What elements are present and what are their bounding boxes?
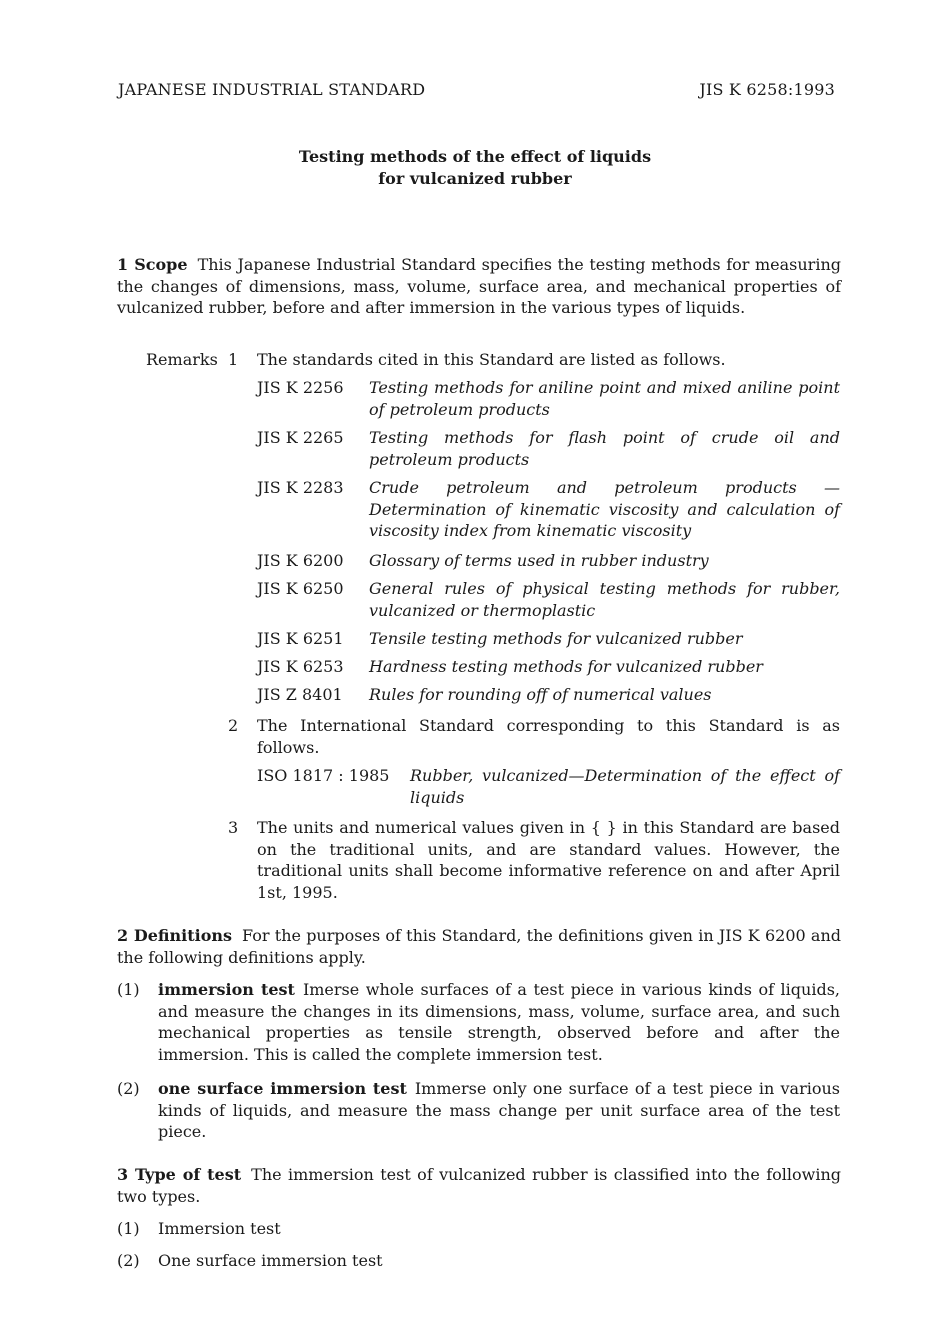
ref-title: Hardness testing methods for vulcanized rubber bbox=[369, 657, 763, 676]
ref-code: JIS K 6200 bbox=[257, 551, 344, 570]
remark-number-2: 2 bbox=[228, 716, 239, 735]
definition-term-2: one surface immersion test bbox=[158, 1079, 407, 1098]
ref-code: JIS K 6251 bbox=[257, 629, 344, 648]
type-of-test-heading: 3 Type of test bbox=[117, 1165, 242, 1184]
scope-heading: 1 Scope bbox=[117, 255, 188, 274]
header-standard-number: JIS K 6258:1993 bbox=[699, 80, 835, 99]
remark-text-3: The units and numerical values given in { } in this Standard are based on the traditional units, and are standard values. However, the traditional units shall become informative reference on and after April 1st, 1995. bbox=[257, 818, 840, 902]
iso-code: ISO 1817 : 1985 bbox=[257, 766, 390, 785]
definition-number-2: (2) bbox=[117, 1079, 140, 1098]
title-line-1: Testing methods of the effect of liquids bbox=[298, 147, 652, 166]
ref-code: JIS Z 8401 bbox=[257, 685, 343, 704]
remark-text-2: The International Standard corresponding to this Standard is as follows. bbox=[257, 716, 840, 757]
ref-code: JIS K 2256 bbox=[257, 378, 344, 397]
definition-item-2 bbox=[158, 1078, 840, 1143]
ref-code: JIS K 6250 bbox=[257, 579, 344, 598]
ref-title: Testing methods for flash point of crude oil and petroleum products bbox=[369, 428, 840, 469]
header-standard-name: JAPANESE INDUSTRIAL STANDARD bbox=[118, 80, 426, 99]
test-type-1: Immersion test bbox=[158, 1219, 281, 1238]
ref-title: Testing methods for aniline point and mixed aniline point of petroleum products bbox=[369, 378, 840, 419]
definition-text-1: Imerse whole surfaces of a test piece in various kinds of liquids, and measure the changes in its dimensions, mass, volume, surface area, and such mechanical properties as tensile strength, observed before and after the immersion. This is called the complete immersion test. bbox=[158, 980, 840, 1064]
definition-number-1: (1) bbox=[117, 980, 140, 999]
remark-number-3: 3 bbox=[228, 818, 239, 837]
definition-item-1 bbox=[158, 979, 840, 1065]
title-line-2: for vulcanized rubber bbox=[378, 169, 572, 188]
ref-code: JIS K 2265 bbox=[257, 428, 344, 447]
ref-title: General rules of physical testing methods for rubber, vulcanized or thermoplastic bbox=[369, 579, 840, 620]
ref-title: Glossary of terms used in rubber industry bbox=[369, 551, 709, 570]
ref-title: Rules for rounding off of numerical values bbox=[369, 685, 712, 704]
definitions-section bbox=[117, 925, 841, 968]
test-type-2: One surface immersion test bbox=[158, 1251, 383, 1270]
test-type-number-1: (1) bbox=[117, 1219, 140, 1238]
scope-section bbox=[117, 254, 841, 319]
ref-title: Tensile testing methods for vulcanized rubber bbox=[369, 629, 743, 648]
type-of-test-section bbox=[117, 1164, 841, 1207]
remarks-label: Remarks bbox=[146, 350, 218, 369]
definition-term-1: immersion test bbox=[158, 980, 295, 999]
document-title bbox=[0, 146, 950, 190]
iso-title: Rubber, vulcanized—Determination of the effect of liquids bbox=[410, 766, 840, 807]
ref-code: JIS K 6253 bbox=[257, 657, 344, 676]
definitions-text: For the purposes of this Standard, the definitions given in JIS K 6200 and the following definitions apply. bbox=[117, 926, 841, 967]
scope-text: This Japanese Industrial Standard specifies the testing methods for measuring the changes of dimensions, mass, volume, surface area, and mechanical properties of vulcanized rubber, before and after immersion in the various types of liquids. bbox=[117, 255, 841, 317]
definitions-heading: 2 Definitions bbox=[117, 926, 233, 945]
ref-code: JIS K 2283 bbox=[257, 478, 344, 497]
type-of-test-text: The immersion test of vulcanized rubber is classified into the following two types. bbox=[117, 1165, 841, 1206]
ref-title: Crude petroleum and petroleum products — Determination of kinematic viscosity and calculation of viscosity index from kinematic viscosity bbox=[369, 478, 840, 540]
definition-text-2: Immerse only one surface of a test piece in various kinds of liquids, and measure the mass change per unit surface area of the test piece. bbox=[158, 1079, 840, 1141]
remark-text-1: The standards cited in this Standard are listed as follows. bbox=[257, 350, 726, 369]
test-type-number-2: (2) bbox=[117, 1251, 140, 1270]
remark-number-1: 1 bbox=[228, 350, 239, 369]
